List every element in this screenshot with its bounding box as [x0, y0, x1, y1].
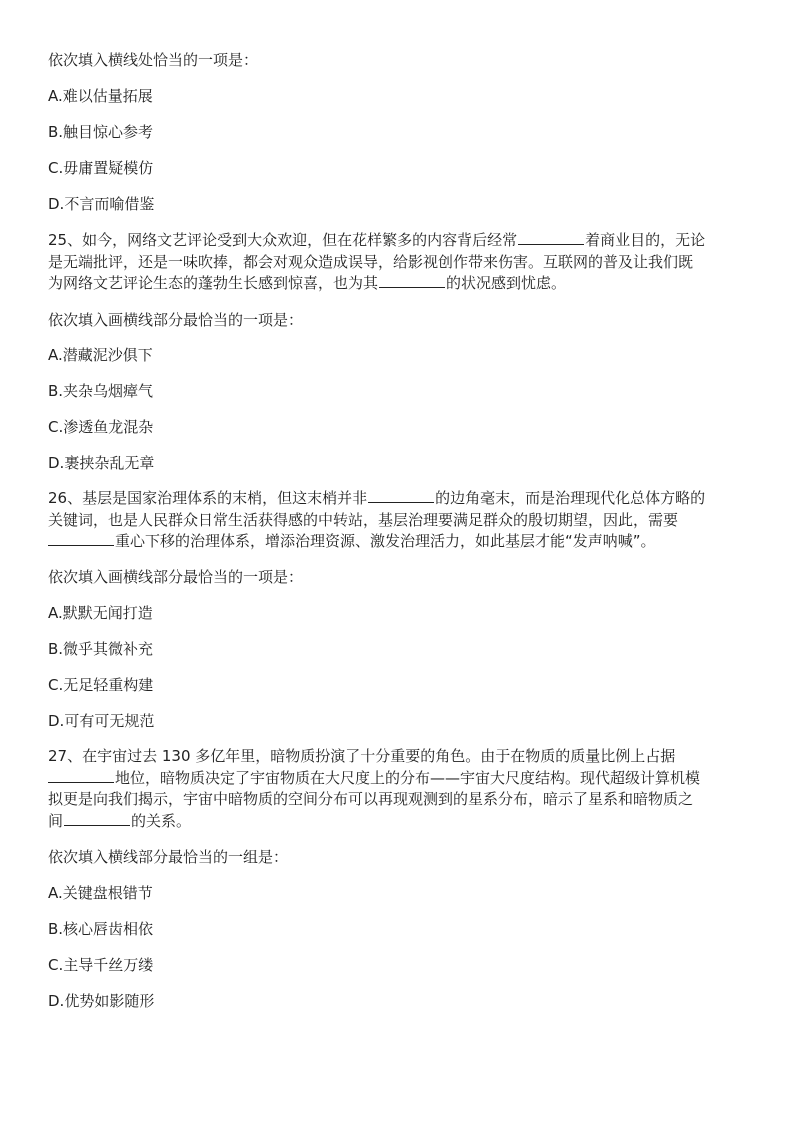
stem-text: 关键词，也是人民群众日常生活获得感的中转站，基层治理要满足群众的殷切期望，因此，需要: [48, 510, 679, 529]
option-d: D.优势如影随形: [48, 992, 155, 1010]
option-d: D.不言而喻借鉴: [48, 195, 155, 213]
stem-text: 为网络文艺评论生态的蓬勃生长感到惊喜，也为其: [48, 274, 379, 293]
stem-text: 25、如今，网络文艺评论受到大众欢迎，但在花样繁多的内容背后经常: [48, 231, 518, 249]
option-d: D.可有可无规范: [48, 712, 155, 730]
question-prompt: 依次填入横线处恰当的一项是：: [48, 51, 259, 69]
question-stem-26: [48, 488, 760, 553]
fill-blank: [64, 811, 130, 826]
fill-blank: [48, 768, 114, 783]
fill-blank: [368, 488, 434, 503]
question-stem-25: [48, 230, 760, 295]
stem-text: 的状况感到忧虑。: [446, 274, 567, 293]
stem-text: 着商业目的，无论: [585, 231, 706, 249]
option-a: A.默默无闻打造: [48, 604, 153, 622]
option-b: B.核心唇齿相依: [48, 920, 154, 938]
option-b: B.夹杂乌烟瘴气: [48, 382, 154, 400]
stem-text: 的关系。: [131, 812, 192, 831]
option-a: A.难以估量拓展: [48, 87, 153, 105]
option-d: D.裹挟杂乱无章: [48, 454, 155, 472]
fill-blank: [48, 531, 114, 546]
option-c: C.主导千丝万缕: [48, 956, 154, 974]
option-c: C.渗透鱼龙混杂: [48, 418, 154, 436]
stem-text: 地位，暗物质决定了宇宙物质在大尺度上的分布——宇宙大尺度结构。现代超级计算机模: [115, 768, 701, 787]
option-a: A.潜藏泥沙俱下: [48, 346, 153, 364]
fill-blank: [518, 230, 584, 245]
option-b: B.微乎其微补充: [48, 640, 154, 658]
option-b: B.触目惊心参考: [48, 123, 154, 141]
question-prompt: 依次填入横线部分最恰当的一组是：: [48, 848, 289, 866]
stem-text: 拟更是向我们揭示，宇宙中暗物质的空间分布可以再现观测到的星系分布，暗示了星系和暗物质之: [48, 790, 694, 809]
stem-text: 间: [48, 812, 64, 831]
option-c: C.毋庸置疑模仿: [48, 159, 154, 177]
question-stem-27: [48, 746, 760, 833]
fill-blank: [379, 273, 445, 288]
stem-text: 重心下移的治理体系，增添治理资源、激发治理活力，如此基层才能“发声呐喊”。: [115, 532, 656, 551]
option-a: A.关键盘根错节: [48, 884, 153, 902]
stem-text: 26、基层是国家治理体系的末梢，但这末梢并非: [48, 489, 368, 507]
question-prompt: 依次填入画横线部分最恰当的一项是：: [48, 568, 304, 586]
stem-text: 27、在宇宙过去 130 多亿年里，暗物质扮演了十分重要的角色。由于在物质的质量比例上占据: [48, 747, 676, 765]
stem-text: 的边角毫末，而是治理现代化总体方略的: [435, 489, 706, 507]
stem-text: 是无端批评，还是一味吹捧，都会对观众造成误导，给影视创作带来伤害。互联网的普及让我们既: [48, 252, 694, 271]
option-c: C.无足轻重构建: [48, 676, 154, 694]
question-prompt: 依次填入画横线部分最恰当的一项是：: [48, 311, 304, 329]
